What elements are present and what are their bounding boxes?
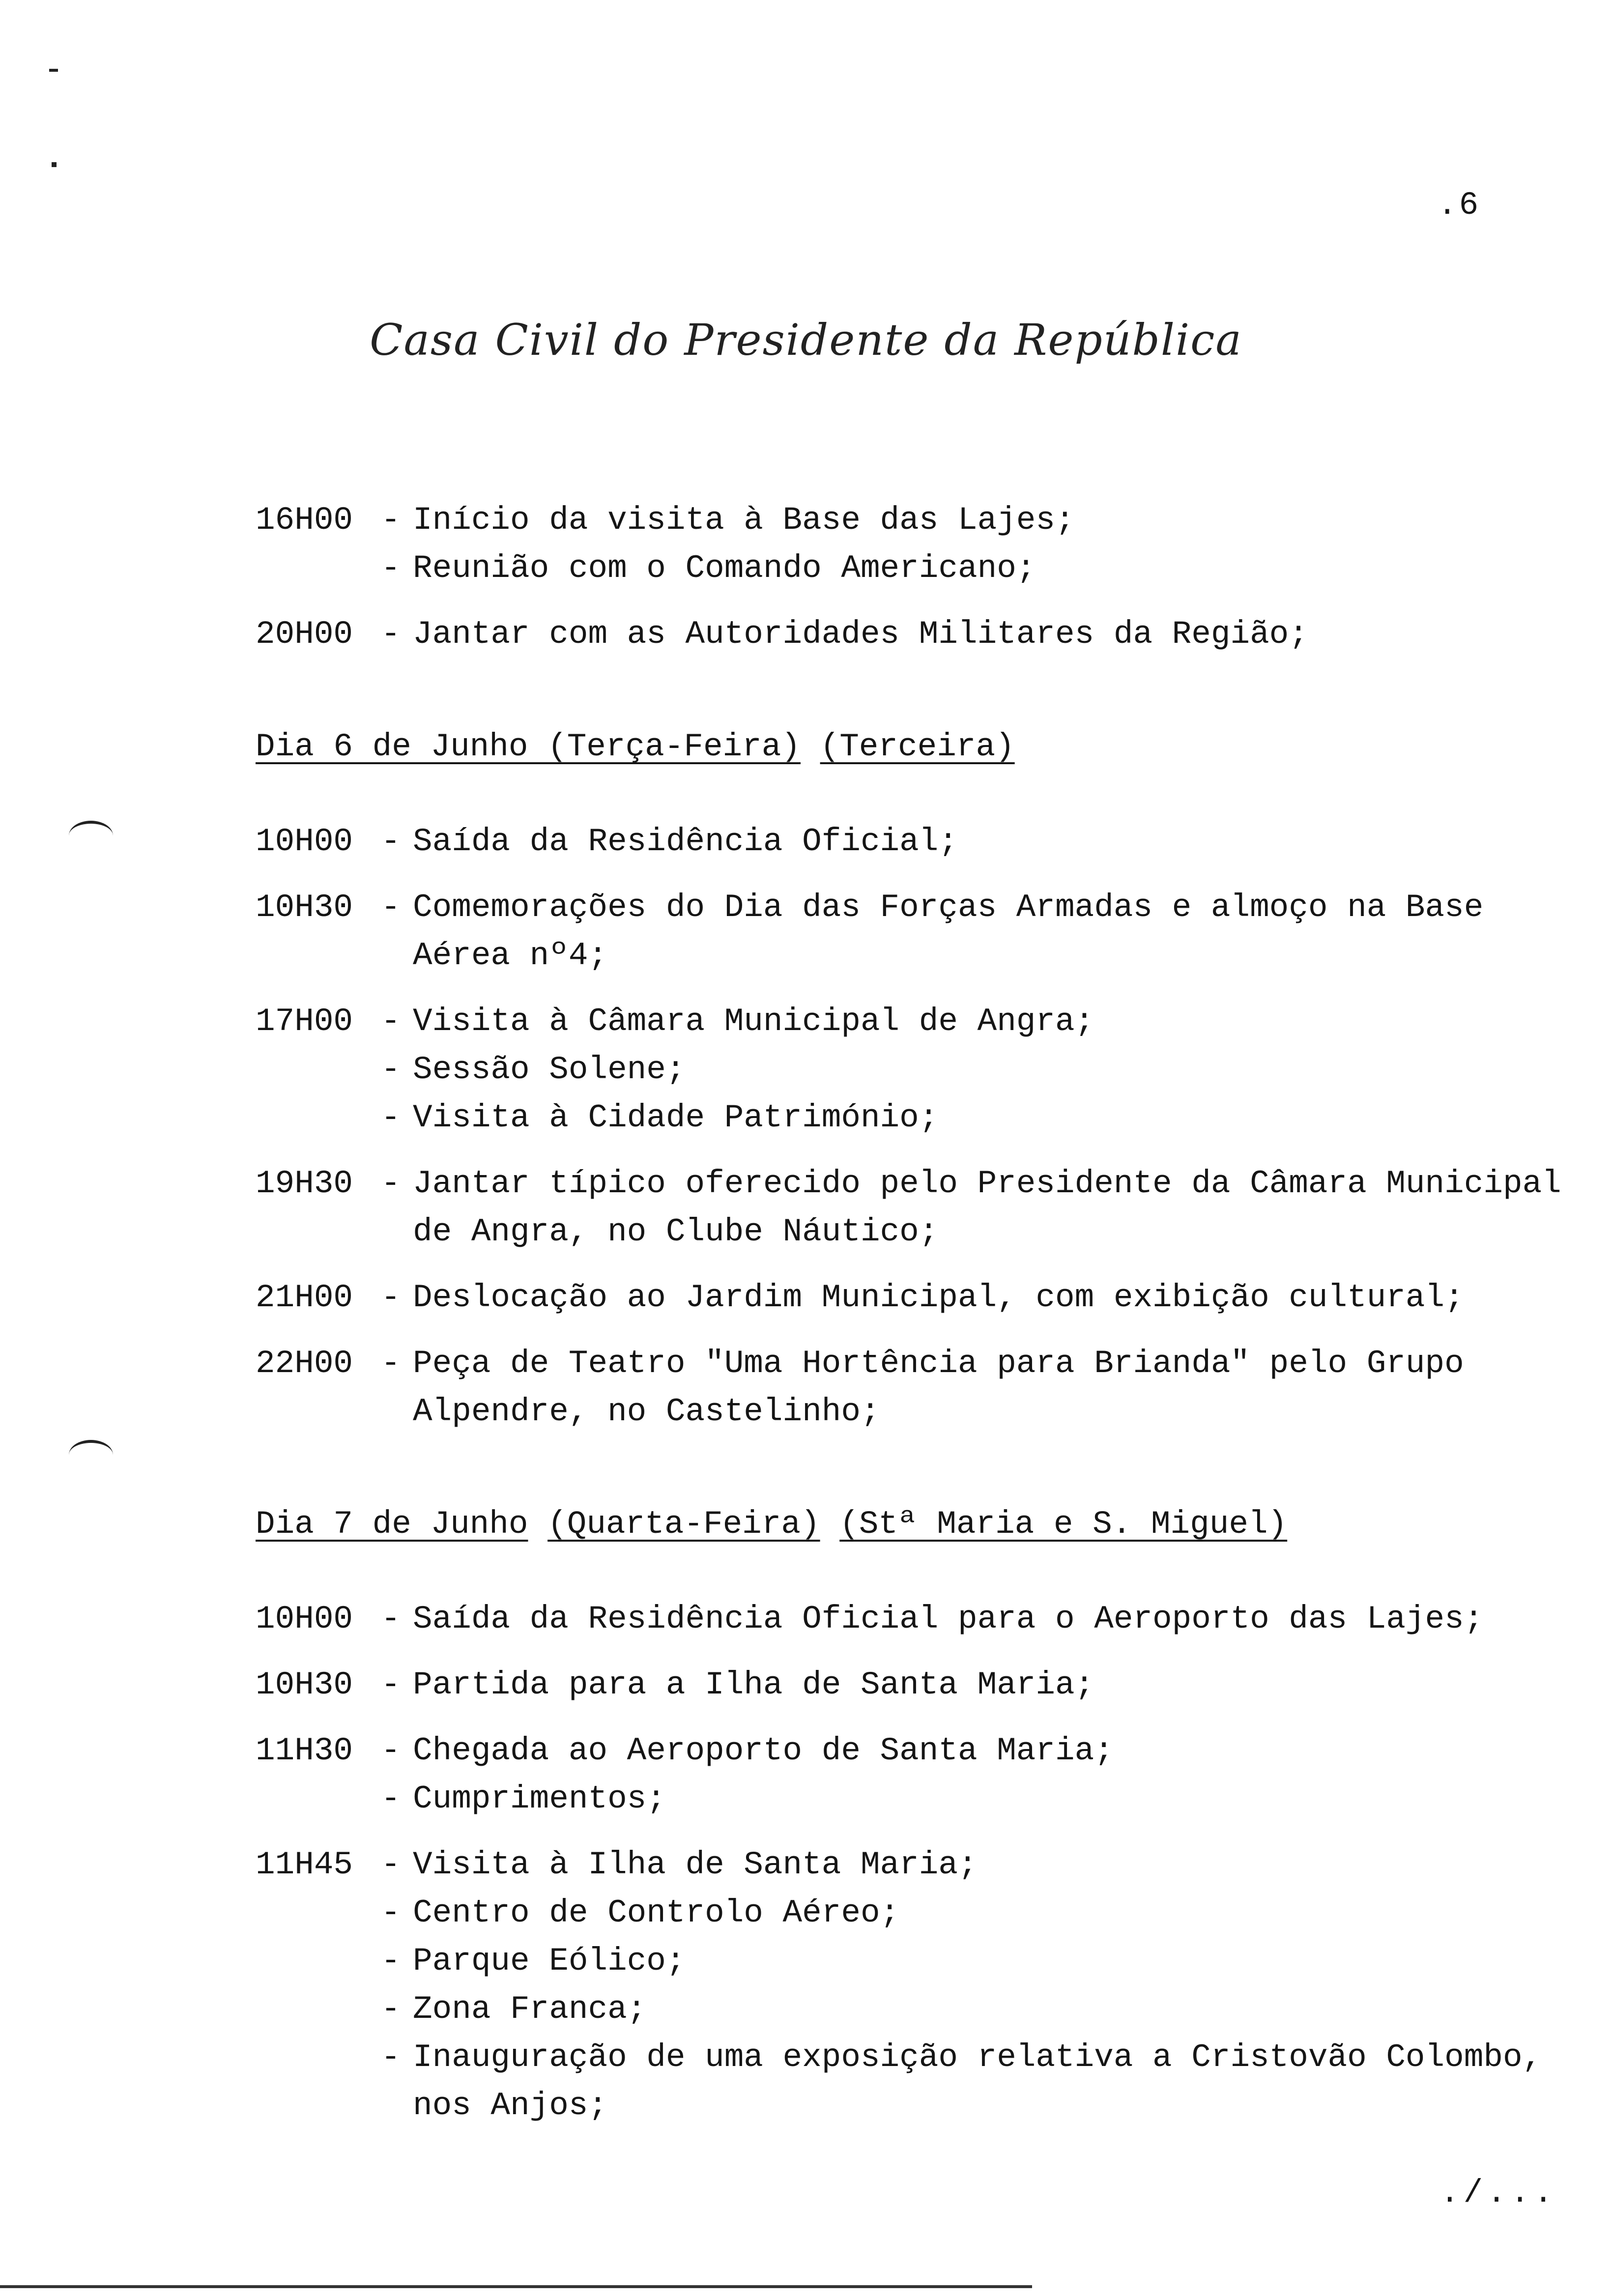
entry-description [413,998,1592,1046]
entry-description [413,1160,1592,1256]
entry-line: Aérea nº4; [413,937,608,974]
entry-dash: - [381,502,401,539]
agenda-entry [256,998,1592,1046]
subitem-dash: - [381,1099,401,1136]
punch-hole-mark-upper [69,821,113,851]
entry-dash: - [381,1165,401,1202]
day-heading-part: Dia 6 de Junho (Terça-Feira) [256,728,801,765]
day-heading-part: (Terceira) [820,728,1015,765]
entry-time: 16H00 [256,502,353,539]
subitem-text: Cumprimentos; [413,1780,666,1817]
agenda-entry [256,496,1592,545]
entry-subitem [369,1775,1592,1823]
continuation-mark: ./... [1440,2175,1557,2211]
entry-description [413,884,1592,980]
subitem-text: Inauguração de uma exposição relativa a Cristovão Colombo, nos Anjos; [413,2039,1542,2124]
entry-line: Visita à Ilha de Santa Maria; [413,1846,978,1883]
agenda-entry [256,1595,1592,1643]
entry-line: Jantar típico oferecido pelo Presidente da Câmara Municipal [413,1165,1561,1202]
entry-line: de Angra, no Clube Náutico; [413,1213,939,1250]
subitem-text: Centro de Controlo Aéreo; [413,1894,900,1931]
subitem-dash: - [381,1051,401,1088]
entry-description [413,496,1592,545]
entry-subitem [369,1937,1592,1985]
day-heading-part: (Stª Maria e S. Miguel) [839,1506,1288,1543]
subitem-text: Sessão Solene; [413,1051,686,1088]
entry-line: Saída da Residência Oficial; [413,823,958,860]
entry-line: Peça de Teatro "Uma Hortência para Brianda" pelo Grupo [413,1345,1464,1382]
entry-dash: - [381,1666,401,1703]
entry-subitem [369,1889,1592,1937]
day-heading [256,1500,1592,1549]
subitem-text: Zona Franca; [413,1991,647,2028]
agenda-entry [256,1727,1592,1775]
entry-time: 22H00 [256,1345,353,1382]
entry-line: Deslocação ao Jardim Municipal, com exibição cultural; [413,1279,1464,1316]
subitem-dash: - [381,1943,401,1980]
agenda-entry [256,1340,1592,1436]
agenda-entry [256,818,1592,866]
entry-dash: - [381,1279,401,1316]
margin-mark-top [49,69,58,72]
subitem-text: Reunião com o Comando Americano; [413,550,1036,587]
entry-line: Comemorações do Dia das Forças Armadas e almoço na Base [413,889,1484,926]
entry-line: Alpendre, no Castelinho; [413,1393,880,1430]
agenda-entry [256,1661,1592,1709]
day-heading-part: (Quarta-Feira) [547,1506,820,1543]
entry-description [413,610,1592,659]
entry-subitem [369,1046,1592,1094]
entry-dash: - [381,1601,401,1637]
subitem-dash: - [381,1991,401,2028]
entry-description [413,1661,1592,1709]
entry-dash: - [381,1003,401,1040]
entry-time: 10H00 [256,823,353,860]
entry-line: Início da visita à Base das Lajes; [413,502,1075,539]
page-number: .6 [1438,187,1481,224]
agenda-entry [256,610,1592,659]
subitem-text: Visita à Cidade Património; [413,1099,939,1136]
entry-dash: - [381,1345,401,1382]
entry-line: Jantar com as Autoridades Militares da Região; [413,616,1308,653]
entry-time: 19H30 [256,1165,353,1202]
entry-line: Chegada ao Aeroporto de Santa Maria; [413,1732,1114,1769]
entry-description [413,1841,1592,1889]
agenda-entry [256,884,1592,980]
agenda-entry [256,1160,1592,1256]
agenda-entry [256,1274,1592,1322]
entry-time: 20H00 [256,616,353,653]
entry-time: 10H30 [256,889,353,926]
margin-mark-dot [52,162,57,167]
entry-time: 11H30 [256,1732,353,1769]
entry-dash: - [381,889,401,926]
entry-line: Visita à Câmara Municipal de Angra; [413,1003,1094,1040]
agenda-entry [256,1841,1592,1889]
entry-subitem [369,545,1592,593]
day-heading-part: Dia 7 de Junho [256,1506,528,1543]
punch-hole-mark-lower [69,1440,113,1470]
subitem-dash: - [381,2039,401,2076]
entry-description [413,818,1592,866]
entry-subitem [369,1094,1592,1142]
entry-time: 17H00 [256,1003,353,1040]
entry-time: 11H45 [256,1846,353,1883]
day-heading [256,723,1592,771]
entry-dash: - [381,616,401,653]
entry-time: 10H30 [256,1666,353,1703]
subitem-text: Parque Eólico; [413,1943,686,1980]
entry-dash: - [381,1846,401,1883]
entry-description [413,1274,1592,1322]
agenda [256,496,1592,2148]
entry-time: 10H00 [256,1601,353,1637]
letterhead: Casa Civil do Presidente da República [370,315,1242,365]
entry-dash: - [381,1732,401,1769]
entry-description [413,1595,1592,1643]
entry-time: 21H00 [256,1279,353,1316]
entry-description [413,1727,1592,1775]
entry-line: Partida para a Ilha de Santa Maria; [413,1666,1094,1703]
subitem-dash: - [381,550,401,587]
subitem-dash: - [381,1780,401,1817]
subitem-dash: - [381,1894,401,1931]
entry-subitem [369,2034,1592,2130]
entry-line: Saída da Residência Oficial para o Aeroporto das Lajes; [413,1601,1484,1637]
entry-dash: - [381,823,401,860]
entry-subitem [369,1985,1592,2034]
bottom-edge-line [0,2285,1032,2288]
entry-description [413,1340,1592,1436]
